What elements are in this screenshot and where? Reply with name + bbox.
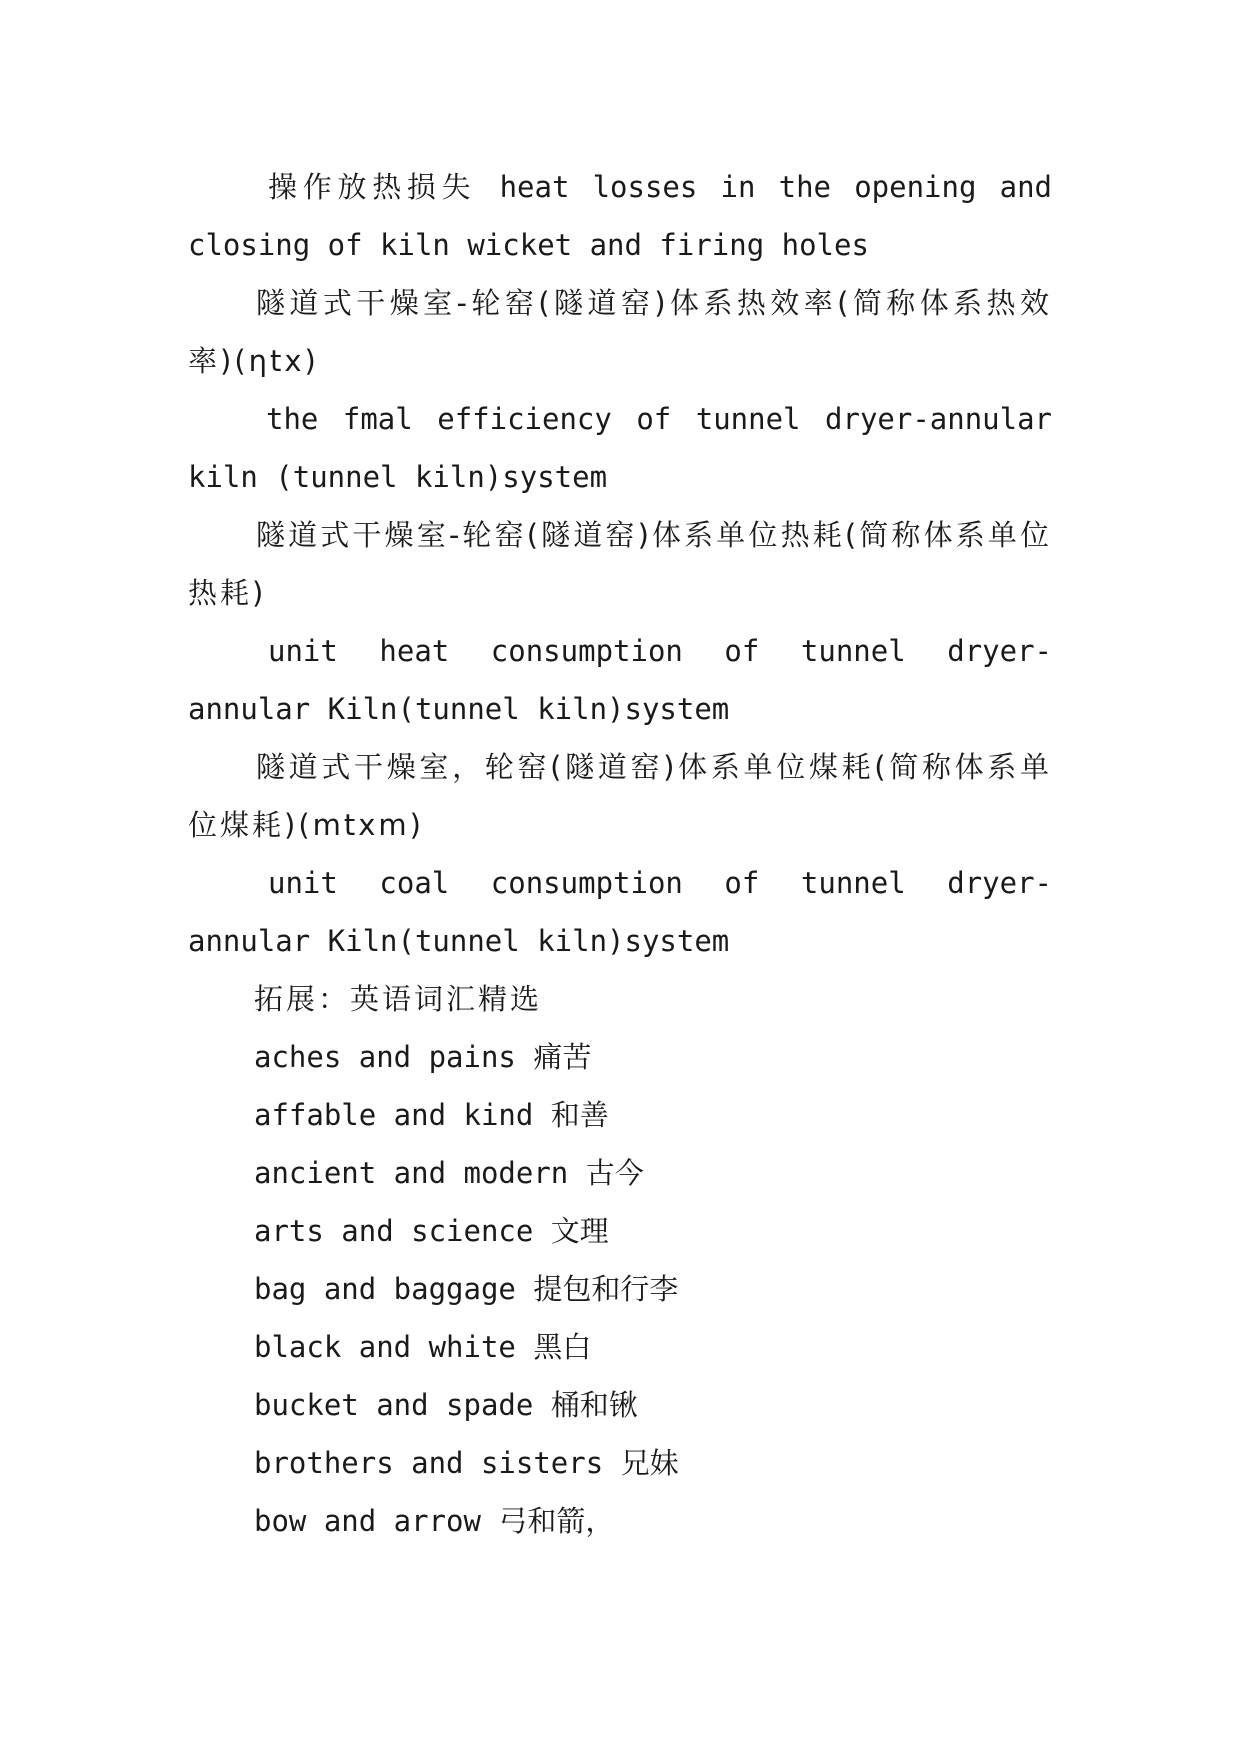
vocabulary-item: ancient and modern 古今 [254,1156,644,1190]
vocabulary-item: aches and pains 痛苦 [254,1040,592,1074]
vocabulary-item: arts and science 文理 [254,1214,609,1248]
paragraph-heat-losses: 操作放热损失 heat losses in the opening and closing of kiln wicket and firing holes [188,170,1052,262]
vocabulary-item: black and white 黑白 [254,1330,592,1364]
vocabulary-item: affable and kind 和善 [254,1098,609,1132]
vocabulary-item: bow and arrow 弓和箭， [254,1504,615,1538]
vocabulary-item: bucket and spade 桶和锹 [254,1388,638,1422]
vocabulary-item: bag and baggage 提包和行李 [254,1272,679,1306]
paragraph-unit-coal-consumption-cn: 隧道式干燥室，轮窑(隧道窑)体系单位煤耗(简称体系单位煤耗)(mtxm) [188,750,1052,842]
section-heading: 拓展：英语词汇精选 [254,982,543,1016]
vocabulary-item: brothers and sisters 兄妹 [254,1446,679,1480]
paragraph-unit-heat-consumption-cn: 隧道式干燥室-轮窑(隧道窑)体系单位热耗(简称体系单位热耗) [188,518,1052,610]
paragraph-unit-heat-consumption-en: unit heat consumption of tunnel dryer-annular Kiln(tunnel kiln)system [188,634,1052,726]
paragraph-system-thermal-efficiency-cn: 隧道式干燥室-轮窑(隧道窑)体系热效率(简称体系热效率)(ηtx) [188,286,1052,378]
document-body [188,158,1052,1550]
paragraph-system-thermal-efficiency-en: the fmal efficiency of tunnel dryer-annular kiln (tunnel kiln)system [188,402,1052,494]
paragraph-unit-coal-consumption-en: unit coal consumption of tunnel dryer-annular Kiln(tunnel kiln)system [188,866,1052,958]
